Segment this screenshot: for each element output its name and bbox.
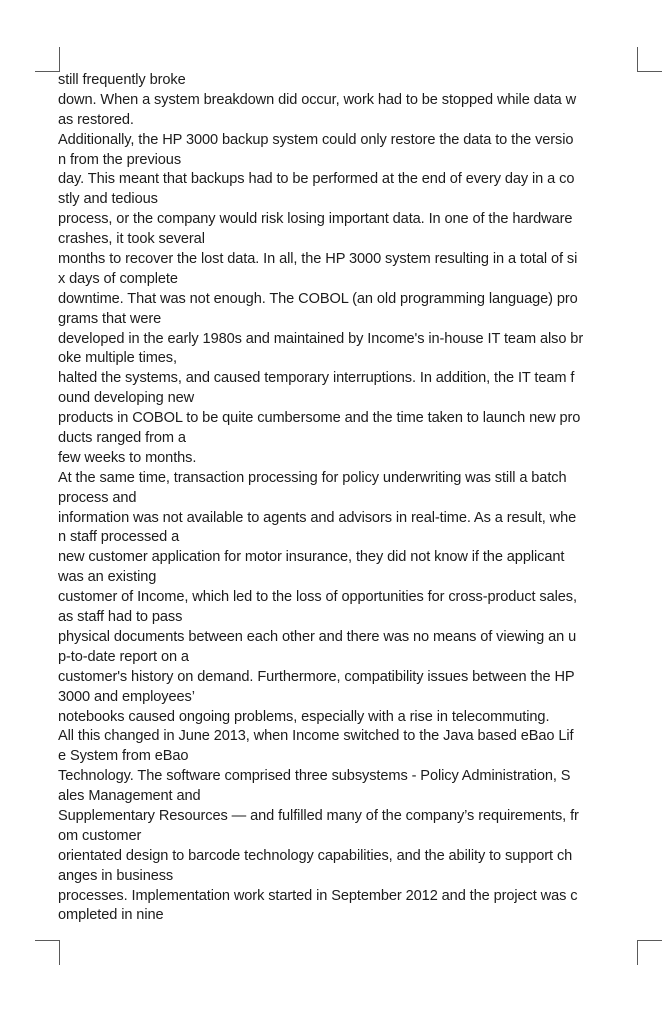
body-text <box>58 71 648 926</box>
text-line: as restored. <box>58 111 134 128</box>
text-line: Technology. The software comprised three subsystems - Policy Administration, S <box>58 768 571 785</box>
text-line: months to recover the lost data. In all, the HP 3000 system resulting in a total of si <box>58 251 578 268</box>
text-line: e System from eBao <box>58 748 189 765</box>
text-line: new customer application for motor insurance, they did not know if the applicant <box>58 549 565 566</box>
text-line: crashes, it took several <box>58 231 205 248</box>
text-line: as staff had to pass <box>58 609 183 626</box>
text-line: ales Management and <box>58 788 201 805</box>
text-line: x days of complete <box>58 270 178 287</box>
text-line: notebooks caused ongoing problems, especially with a rise in telecommuting. <box>58 708 550 725</box>
text-line: halted the systems, and caused temporary interruptions. In addition, the IT team f <box>58 370 575 387</box>
text-line: day. This meant that backups had to be performed at the end of every day in a co <box>58 171 575 188</box>
text-line: Additionally, the HP 3000 backup system could only restore the data to the versio <box>58 131 574 148</box>
text-line: was an existing <box>58 569 157 586</box>
text-line: Supplementary Resources — and fulfilled many of the company’s requirements, fr <box>58 807 579 824</box>
text-line: downtime. That was not enough. The COBOL (an old programming language) pro <box>58 290 578 307</box>
text-line: 3000 and employees’ <box>58 688 195 705</box>
text-line: still frequently broke <box>58 72 186 88</box>
text-line: physical documents between each other and there was no means of viewing an u <box>58 628 577 645</box>
text-line: processes. Implementation work started in September 2012 and the project was c <box>58 887 578 904</box>
text-line: All this changed in June 2013, when Income switched to the Java based eBao Lif <box>58 728 574 745</box>
text-line: developed in the early 1980s and maintained by Income's in-house IT team also br <box>58 330 584 347</box>
crop-mark-top-right <box>637 47 662 72</box>
text-line: customer's history on demand. Furthermore, compatibility issues between the HP <box>58 668 575 685</box>
text-line: customer of Income, which led to the loss of opportunities for cross-product sales, <box>58 589 577 606</box>
text-line: anges in business <box>58 867 174 884</box>
text-line: ducts ranged from a <box>58 430 186 447</box>
text-line: grams that were <box>58 310 162 327</box>
crop-mark-bottom-left <box>35 940 60 965</box>
text-line: products in COBOL to be quite cumbersome and the time taken to launch new pro <box>58 410 581 427</box>
text-line: oke multiple times, <box>58 350 177 367</box>
text-line: n from the previous <box>58 151 182 168</box>
crop-mark-top-left <box>35 47 60 72</box>
text-line: orientated design to barcode technology capabilities, and the ability to support ch <box>58 847 573 864</box>
text-line: At the same time, transaction processing for policy underwriting was still a batch <box>58 469 567 486</box>
text-line: p-to-date report on a <box>58 648 189 665</box>
text-line: ompleted in nine <box>58 907 164 924</box>
text-line: information was not available to agents and advisors in real-time. As a result, whe <box>58 509 577 526</box>
text-line: ound developing new <box>58 390 195 407</box>
text-line: stly and tedious <box>58 191 158 208</box>
text-line: few weeks to months. <box>58 449 197 466</box>
text-line: process and <box>58 489 137 506</box>
text-line: down. When a system breakdown did occur, work had to be stopped while data w <box>58 91 577 108</box>
text-line: om customer <box>58 827 142 844</box>
text-line: process, or the company would risk losing important data. In one of the hardware <box>58 211 573 228</box>
text-line: n staff processed a <box>58 529 180 546</box>
crop-mark-bottom-right <box>637 940 662 965</box>
